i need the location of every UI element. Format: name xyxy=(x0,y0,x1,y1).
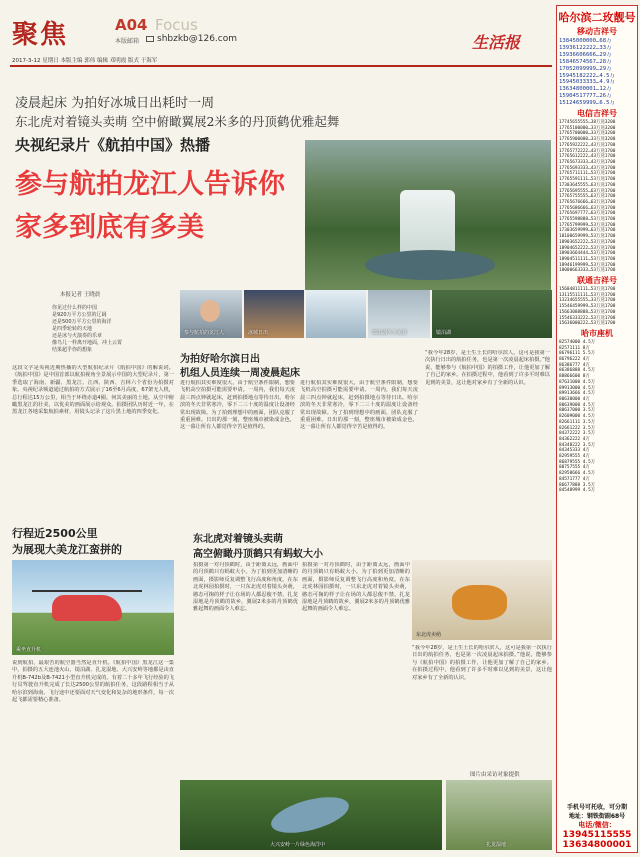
ice-caption: 镜泊湖冬天美景 xyxy=(372,330,408,336)
waterfall-caption: 镜泊湖 xyxy=(436,330,452,336)
phone-number-item: 17745655555…38万送3200 xyxy=(559,120,616,126)
phone-number-item: 84362222 4万 xyxy=(559,436,590,442)
phone-number-item: 17765673333…43万送1700 xyxy=(559,159,616,165)
telecom-number-list xyxy=(557,120,637,274)
phone-number-item: 15945182222…4.5万 xyxy=(559,72,616,79)
kicker-1: 凌晨起床 为拍好冰城日出耗时一周 xyxy=(15,96,215,111)
ship-caption: 大兴安岭一片绿色海洋中 xyxy=(270,842,326,848)
phone-number-item: 88757555 4万 xyxy=(559,465,590,471)
section2-subtitle: 为展现大美龙江蛮拼的 xyxy=(12,543,122,556)
phone-number-item: 17765922222…43万送1700 xyxy=(559,142,616,148)
paper-logo: 生活报 xyxy=(472,33,521,52)
phone-number-item: 18904511111…53万送1700 xyxy=(559,256,616,262)
person-head xyxy=(200,300,220,322)
sunrise-photo xyxy=(244,290,304,338)
phone-number-item: 15124659999…6.5万 xyxy=(559,100,616,107)
mobile-number-list xyxy=(557,38,637,107)
helicopter-body xyxy=(52,595,122,621)
right-col-text: “我今年28岁，是土生土长的哈尔滨人，这可是我第一次执行日出的航拍任务，也是第一次凌晨起床拍摄。”他说，能够参与《航拍中国》的拍摄工作，让他更加了解了自己的家乡。在拍摄过程中，他看到了许多平时难以见到的美景，这让他对家乡有了全新的认识。 xyxy=(425,350,550,386)
section-title: 聚焦 xyxy=(12,20,69,50)
phone-number-item: 86796222 4万 xyxy=(559,357,590,363)
ad-title: 哈尔滨二玫靓号 xyxy=(558,11,636,24)
phone-number-item: 13936606666…29万 xyxy=(559,51,612,58)
phone-number-item: 15663088888…53万送1700 xyxy=(559,309,616,315)
phone-number-item: 84345333 4万 xyxy=(559,448,590,454)
email-label: 本版邮箱 xyxy=(115,38,140,45)
telecom-title: 电信吉祥号 xyxy=(577,109,617,119)
landline-number-list xyxy=(557,340,637,494)
phone-number-item: 86386777 4万 xyxy=(559,362,590,368)
section2-title: 行程近2500公里 xyxy=(12,527,98,540)
mobile-title: 移动吉祥号 xyxy=(577,27,617,36)
phone-number-item: 86879555 4.5万 xyxy=(559,459,596,465)
section3-title-2: 高空俯瞰丹顶鹤只有蚂蚁大小 xyxy=(193,549,323,560)
helicopter-photo xyxy=(12,560,174,655)
phone-number-item: 17303645555…63万送1700 xyxy=(559,182,616,188)
phone-number-item: 15604811111…53万送1700 xyxy=(559,287,616,293)
ice-photo xyxy=(306,290,366,338)
sub-headline: 央视纪录片《航拍中国》热播 xyxy=(15,136,211,154)
phone-number-item: 15846574567…28万 xyxy=(559,58,612,65)
phone-number-item: 80637000 3.5万 xyxy=(559,408,596,414)
poem-line: 结果超乎你的想象 xyxy=(52,347,93,353)
phone-number-ad xyxy=(556,5,638,853)
header-rule xyxy=(10,65,552,67)
phone-number-item: 84372222 3.5万 xyxy=(559,431,596,437)
phone-number-item: 86796111 5.5万 xyxy=(559,351,596,357)
main-headline-2: 家多到底有多美 xyxy=(15,212,204,243)
phone-number-item: 17765693333…43万送1700 xyxy=(559,165,616,171)
phone-number-item: 17765711111…53万送1700 xyxy=(559,171,616,177)
email-icon xyxy=(146,36,154,42)
phone-number-item: 17765772222…43万送1700 xyxy=(559,148,616,154)
phone-number-item: 18000663333…53万送1700 xyxy=(559,268,616,274)
phone-number-item: 84548999 4.5万 xyxy=(559,488,596,494)
phone-number-item: 82661222 3.5万 xyxy=(559,425,596,431)
phone-number-item: 15546459999…53万送1700 xyxy=(559,304,616,310)
phone-number-item: 82661111 3.5万 xyxy=(559,419,596,425)
intro-text: 这段文字是央视近期热播的大型航拍纪录片《航拍中国》的解说词。《航拍中国》是中国首部以航拍视角全景展示中国的大型纪录片，第一季选取了海南、新疆、黑龙江、江西、陕西、吉林六个省份为拍摄对象。央视纪录频道通过航拍的方式展示了16至6月高度，67架无人机，总行程达15万公里，相当于环绕赤道4圈。何其美丽的土地。从空中俯瞰黑龙江的壮美，以优美的画面展示给观众。拍摄团队历时近一年，在黑龙江各地采集航拍素材，用镜头记录了这片黑土地的四季变化。 xyxy=(12,365,174,416)
forest-ship-photo xyxy=(180,780,442,850)
phone-number-item: 18903664444…53万送1700 xyxy=(559,251,616,257)
tiger-shape xyxy=(452,585,507,620)
phone-number-item: 82958666 4.5万 xyxy=(559,471,596,477)
waterfall-caption-box xyxy=(432,290,552,338)
unicom-title: 联通吉祥号 xyxy=(577,276,617,286)
phone-number-item: 18904652222…53万送1700 xyxy=(559,245,616,251)
section1-text-a: 进行航拍其实难度很大，由于航空条件限制，想要飞机高空拍摄可能需要申请。一周内，我们每天凌晨三四点钟就起床，赶到拍摄地点等待日出。哈尔滨的冬天非常寒冷，零下二三十度的温度让设备经常出现故障。为了拍到理想中的画面，团队克服了重重困难。日出的那一刻，整座城市被染成金色，这一幕让所有人都觉得辛苦是值得的。 xyxy=(180,380,295,431)
phone-number-item: 17765700000…33万送3200 xyxy=(559,131,616,137)
poem-line: 还是冰与火演奏的乐章 xyxy=(52,333,103,339)
ad-phone-1: 13945115555 xyxy=(562,830,632,840)
editor-email: shbzkb@126.com xyxy=(157,34,238,44)
kicker-2: 东北虎对着镜头卖萌 空中俯瞰翼展2米多的丹顶鹤优雅起舞 xyxy=(15,114,340,129)
section3-text-c: “我今年28岁，是土生土长的哈尔滨人，这可是我第一次执行日出的航拍任务，也是第一次凌晨起床拍摄。”他说，能够参与《航拍中国》的拍摄工作，让他更加了解了自己的家乡。在拍摄过程中，他看到了许多平时难以见到的美景，这让他对家乡有了全新的认识。 xyxy=(412,645,552,681)
section1-text-b: 进行航拍其实难度很大，由于航空条件限制，想要飞机高空拍摄可能需要申请。一周内，我们每天凌晨三四点钟就起床，赶到拍摄地点等待日出。哈尔滨的冬天非常寒冷，零下二三十度的温度让设备经常出现故障。为了拍到理想中的画面，团队克服了重重困难。日出的那一刻，整座城市被染成金色，这一幕让所有人都觉得辛苦是值得的。 xyxy=(300,380,418,431)
photo-credit: 图片由采访对象提供 xyxy=(470,772,520,778)
phone-number-item: 13845000000…68万 xyxy=(559,38,612,44)
phone-number-item: 18946199999…53万送1700 xyxy=(559,262,616,268)
phone-number-item: 13634800001…12万 xyxy=(559,86,612,93)
section1-title-1: 为拍好哈尔滨日出 xyxy=(180,354,260,365)
phone-number-item: 82571111 8万 xyxy=(559,345,590,351)
phone-number-item: 15945033333…4.9万 xyxy=(559,79,616,86)
ad-footer-1: 手机号可托收，可分期 xyxy=(566,804,627,811)
waterfall-photo xyxy=(305,140,551,290)
landline-title: 哈市座机 xyxy=(581,328,613,338)
date-line: 2017-3-12 星期日 本版主编 郭伟 编辑 邓明霞 版式 于海军 xyxy=(12,58,158,64)
ad-phone-2: 13634800001 xyxy=(562,840,632,850)
poem-line: 还是500万平方公里的海洋 xyxy=(52,319,112,325)
ad-footer-3: 电话/微信： xyxy=(578,821,616,829)
bird-caption: 冰城日出 xyxy=(248,330,269,336)
crew-photo xyxy=(180,290,242,338)
poem-block xyxy=(52,305,172,354)
phone-number-item: 17765799999…53万送1700 xyxy=(559,222,616,228)
phone-number-item: 82959555 4万 xyxy=(559,454,590,460)
phone-number-item: 86677888 3.5万 xyxy=(559,482,596,488)
phone-number-item: 17765900000…33万送3200 xyxy=(559,137,616,143)
section2-text: 说到航拍，最艰苦的航空器当然是直升机。《航拍中国》黑龙江这一集中，拍摄的五大连池火山、镜泊湖、扎龙湿地、大兴安岭等地都是由直升机B-742b及B-7421小型直升机完成的。有着二十多年飞行经验的飞行员驾驶直升机完成了长达2500公里的航拍任务，这段路程相当于从哈尔滨到海南。飞行途中还要面对天气变化和复杂的地形条件，每一次起飞都需要精心准备。 xyxy=(12,660,174,704)
phone-number-item: 17765591111…53万送1700 xyxy=(559,177,616,183)
phone-number-item: 88866600 8万 xyxy=(559,374,590,380)
section3-title-1: 东北虎对着镜头卖萌 xyxy=(193,534,283,545)
phone-number-item: 84571777 4万 xyxy=(559,476,590,482)
phone-number-item: 15546333222…53万送1700 xyxy=(559,315,616,321)
winter-waterfall-photo xyxy=(368,290,430,338)
page-number: A04 xyxy=(115,16,148,34)
phone-number-item: 17052099999…29万 xyxy=(559,65,612,72)
phone-number-item: 17765612222…43万送1700 xyxy=(559,154,616,160)
crane-caption: 扎龙湿地 xyxy=(486,842,507,848)
ad-footer-2: 地址：钢铁街副68号 xyxy=(568,813,626,820)
phone-number-item: 87631000 4.5万 xyxy=(559,379,596,385)
phone-number-item: 89913666 4.5万 xyxy=(559,391,596,397)
poem-line: 是四季轮转的天地 xyxy=(52,326,93,332)
phone-number-item: 86386888 4.5万 xyxy=(559,368,596,374)
crane-photo xyxy=(446,780,552,850)
phone-number-item: 17765755555…63万送1700 xyxy=(559,194,616,200)
tiger-photo xyxy=(412,560,552,640)
phone-number-item: 17765697777…63万送1700 xyxy=(559,211,616,217)
ad-footer xyxy=(557,802,637,850)
phone-number-item: 17303659999…63万送1700 xyxy=(559,228,616,234)
poem-line: 你见过什么样的中国 xyxy=(52,305,98,311)
phone-number-item: 13234655555…33万送1700 xyxy=(559,298,616,304)
section3-text-b: 拍摄第一对丹顶鹤时，由于距离太远，画面中的丹顶鹤只有蚂蚁大小。为了拍到更加清晰的画面，摄影师反复调整飞行高度和角度。在东北虎林园拍摄时，一只东北虎对着镜头卖萌，憨态可掬的样子让在场的人都忍俊不禁。扎龙湿地是丹顶鹤的故乡，翼展2米多的丹顶鹤优雅起舞的画面令人难忘。 xyxy=(302,562,410,613)
phone-number-item: 82574000 4.5万 xyxy=(559,339,596,345)
poem-line: 像鸟儿一样离开地面，冲上云霄 xyxy=(52,340,123,346)
phone-number-item: 17765676666…63万送1700 xyxy=(559,199,616,205)
pool-shape xyxy=(365,250,495,280)
focus-word: Focus xyxy=(155,16,198,34)
phone-number-item: 13936122222…33万 xyxy=(559,44,612,51)
river-shape xyxy=(267,790,352,840)
phone-number-item: 80630000 4万 xyxy=(559,397,590,402)
phone-number-item: 84348222 3.5万 xyxy=(559,442,596,448)
phone-number-item: 80639000 4.5万 xyxy=(559,402,596,408)
poem-line: 是920万平方公里的辽阔 xyxy=(52,312,107,318)
main-headline-1: 参与航拍龙江人告诉你 xyxy=(15,169,285,200)
heli-caption: 乘坐直升机 xyxy=(16,647,42,653)
phone-number-item: 18903652222…53万送1700 xyxy=(559,239,616,245)
phone-number-item: 17765100000…33万送3200 xyxy=(559,125,616,131)
phone-number-item: 13115511111…53万送1700 xyxy=(559,292,616,298)
phone-number-item: 18100659999…53万送1700 xyxy=(559,234,616,240)
phone-number-item: 15904517777…26万 xyxy=(559,93,612,100)
unicom-number-list xyxy=(557,287,637,327)
section1-title-2: 机组人员连续一周凌晨起床 xyxy=(180,368,300,379)
phone-number-item: 17765598888…53万送1700 xyxy=(559,217,616,223)
helicopter-rotor xyxy=(32,590,142,592)
section3-text-a: 拍摄第一对丹顶鹤时，由于距离太远，画面中的丹顶鹤只有蚂蚁大小。为了拍到更加清晰的画面，摄影师反复调整飞行高度和角度。在东北虎林园拍摄时，一只东北虎对着镜头卖萌，憨态可掬的样子让在场的人都忍俊不禁。扎龙湿地是丹顶鹤的故乡，翼展2米多的丹顶鹤优雅起舞的画面令人难忘。 xyxy=(193,562,298,613)
phone-number-item: 82609000 4.5万 xyxy=(559,414,596,420)
phone-number-item: 15636000222…53万送1700 xyxy=(559,321,616,327)
tiger-caption: 东北虎卖萌 xyxy=(416,632,442,638)
phone-number-item: 89913000 4.5万 xyxy=(559,385,596,391)
phone-number-item: 17765686666…63万送1700 xyxy=(559,205,616,211)
byline: 本报记者 王晓晨 xyxy=(60,292,101,298)
phone-number-item: 17765695555…63万送1700 xyxy=(559,188,616,194)
crew-caption: 参与航拍的龙江人 xyxy=(184,330,225,336)
